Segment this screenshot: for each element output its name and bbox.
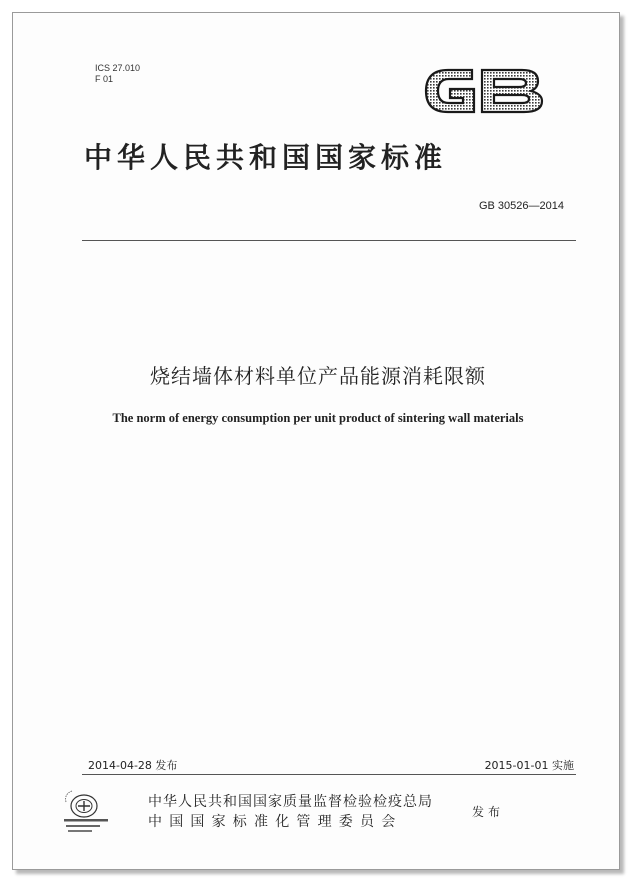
bottom-divider: [82, 774, 576, 775]
classification-codes: [95, 63, 140, 85]
issuer-aqsiq: 中华人民共和国国家质量监督检验检疫总局: [148, 794, 433, 810]
chinese-standard-name: 烧结墙体材料单位产品能源消耗限额: [150, 364, 486, 388]
top-divider: [82, 240, 576, 241]
anti-counterfeit-seal-icon: [60, 788, 116, 836]
ccs-code: F 01: [95, 74, 114, 84]
implementation-date: 2015-01-01 实施: [484, 759, 574, 772]
issue-date: 2014-04-28 发布: [88, 759, 178, 772]
gb-logo: [418, 60, 550, 122]
issuing-authorities: [148, 792, 433, 832]
ics-code: ICS 27.010: [95, 63, 141, 73]
issuer-sac: 中国国家标准化管理委员会: [148, 814, 403, 830]
standard-number: GB 30526—2014: [478, 200, 564, 212]
english-standard-name: The norm of energy consumption per unit product of sintering wall materials: [112, 411, 524, 425]
publish-label: 发布: [472, 805, 505, 819]
standard-title: 中华人民共和国国家标准: [84, 141, 448, 174]
